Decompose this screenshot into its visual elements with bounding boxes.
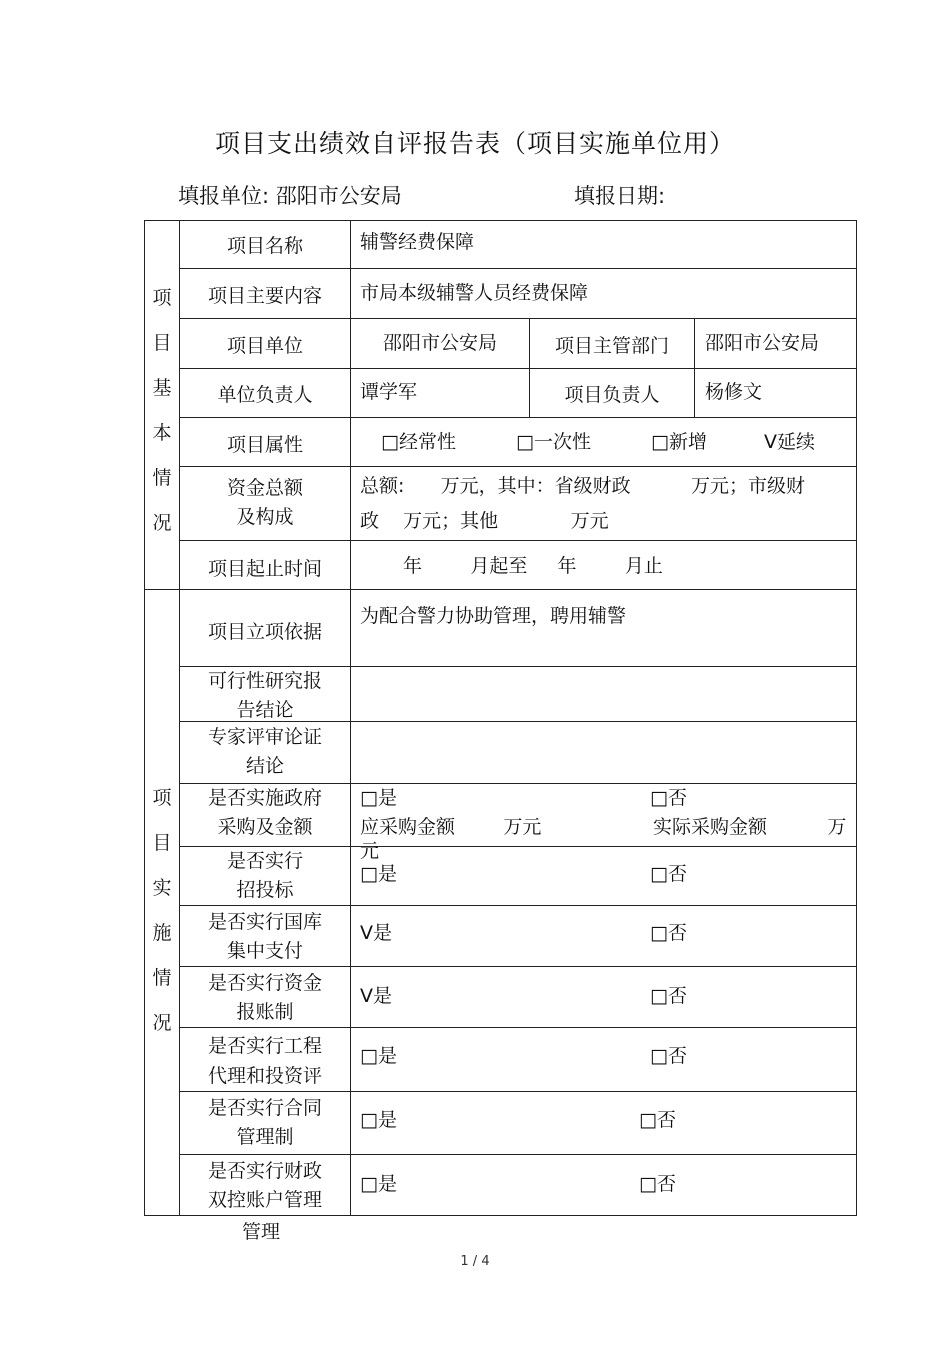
page-number: 1 / 4 [460,1254,490,1269]
procure-amount: 应采购金额 万元 [360,816,542,838]
reimburse-label-1: 是否实行资金 [207,972,322,994]
dual-no: □否 [639,1173,676,1195]
contract-yes: □是 [360,1109,397,1131]
project-name-value: 辅警经费保障 [360,231,475,253]
reimburse-no: □否 [650,985,687,1007]
procure-yes: □是 [360,787,397,809]
fund-label-1: 资金总额 [226,477,303,499]
project-attr-label: 项目属性 [226,434,303,456]
dept-value: 邵阳市公安局 [705,332,820,354]
basis-value: 为配合警力协助管理，聘用辅警 [360,605,627,627]
attr-option-continued: V延续 [764,431,815,453]
treasury-label-1: 是否实行国库 [207,911,322,933]
treasury-no: □否 [650,922,687,944]
fund-line-2: 政 万元；其他 万元 [360,510,609,532]
unit-head-label: 单位负责人 [217,384,313,406]
project-unit-label: 项目单位 [226,335,303,357]
unit-head-value: 谭学军 [360,381,418,403]
fund-label-2: 及构成 [236,506,294,528]
attr-option-onetime: □一次性 [516,431,591,453]
attr-option-regular: □经常性 [381,431,456,453]
agency-label-2: 代理和投资评 [207,1065,322,1087]
fill-unit [178,180,402,210]
agency-no: □否 [650,1045,687,1067]
expert-label-1: 专家评审论证 [207,726,322,748]
dual-label-1: 是否实行财政 [207,1160,322,1182]
reimburse-label-2: 报账制 [236,1001,294,1023]
period-label: 项目起止时间 [207,558,322,580]
dual-label-overflow: 管理 [242,1221,281,1243]
reimburse-yes: V是 [360,985,392,1007]
fill-unit-label: 填报单位: [178,184,270,208]
bidding-label-2: 招投标 [236,879,294,901]
fill-unit-value: 邵阳市公安局 [275,184,402,208]
fund-line-1: 总额: 万元，其中：省级财政 万元；市级财 [360,475,806,497]
bidding-no: □否 [650,863,687,885]
period-value: 年 月起至 年 月止 [403,555,663,577]
agency-yes: □是 [360,1045,397,1067]
agency-label-1: 是否实行工程 [207,1035,322,1057]
contract-label-1: 是否实行合同 [207,1097,322,1119]
project-unit-value: 邵阳市公安局 [382,332,497,354]
feasibility-label-2: 告结论 [236,699,294,721]
contract-no: □否 [639,1109,676,1131]
bidding-yes: □是 [360,863,397,885]
section-basic-label: 项 目 基 本 情 况 [152,287,172,534]
contract-label-2: 管理制 [236,1126,294,1148]
project-head-label: 项目负责人 [564,384,660,406]
expert-label-2: 结论 [245,755,284,777]
procure-unit-wrap: 元 [360,840,380,862]
dual-label-2: 双控账户管理 [207,1189,322,1211]
main-content-value: 市局本级辅警人员经费保障 [360,282,589,304]
report-title: 项目支出绩效自评报告表（项目实施单位用） [214,129,735,158]
dual-yes: □是 [360,1173,397,1195]
dept-label: 项目主管部门 [554,335,669,357]
feasibility-label-1: 可行性研究报 [207,670,322,692]
attr-option-new: □新增 [651,431,707,453]
report-table [144,220,857,1216]
basis-label: 项目立项依据 [207,621,322,643]
treasury-yes: V是 [360,922,392,944]
procure-actual: 实际采购金额 万 [653,816,847,838]
project-name-label: 项目名称 [226,235,303,257]
fill-date-label: 填报日期: [574,184,666,208]
section-implementation-label: 项 目 实 施 情 况 [152,787,172,1034]
bidding-label-1: 是否实行 [226,850,303,872]
procure-no: □否 [650,787,687,809]
procure-label-2: 采购及金额 [217,816,313,838]
treasury-label-2: 集中支付 [226,940,303,962]
project-head-value: 杨修文 [705,381,763,403]
procure-label-1: 是否实施政府 [207,787,322,809]
main-content-label: 项目主要内容 [207,285,322,307]
